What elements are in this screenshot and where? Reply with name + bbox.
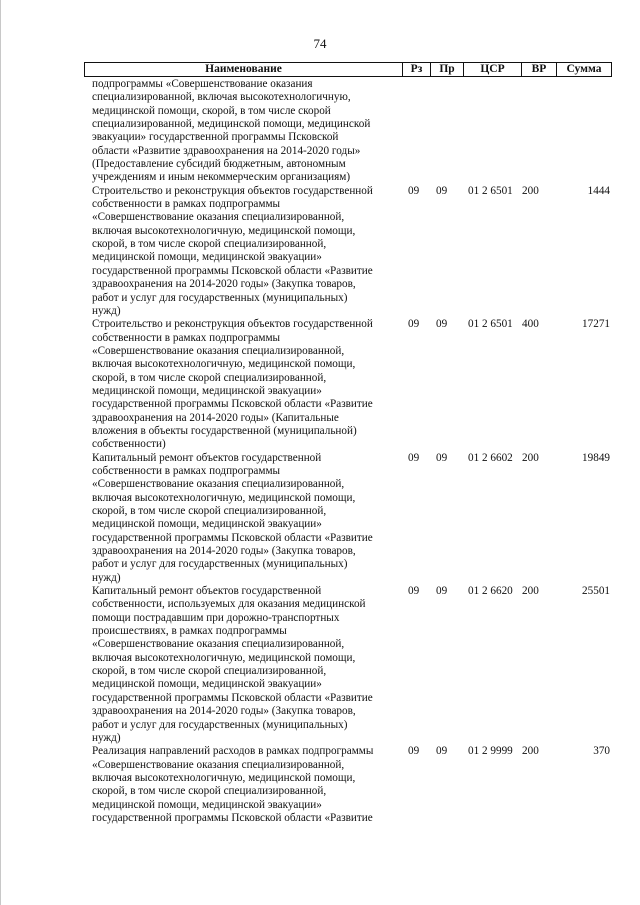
row-name — [92, 452, 396, 585]
table-body — [92, 78, 620, 825]
row-csr — [456, 78, 514, 185]
page-number: 74 — [313, 36, 327, 51]
header-vr: ВР — [522, 63, 557, 76]
row-sum: 1444 — [587, 184, 610, 197]
row-name-line: скорой, в том числе скорой специализированной, — [92, 371, 327, 384]
row-name-line: медицинской помощи, медицинской эвакуации» — [92, 798, 322, 811]
row-name-line: включая высокотехнологичную, медицинской помощи, — [92, 224, 356, 237]
row-sum: 19849 — [582, 451, 610, 464]
row-name-line: области «Развитие здравоохранения на 2014-2020 годы» — [92, 144, 361, 157]
row-name-line: скорой, в том числе скорой специализированной, — [92, 785, 327, 798]
row-name-line: медицинской помощи, скорой, в том числе скорой — [92, 104, 331, 117]
row-name — [92, 585, 396, 745]
header-pr: Пр — [431, 63, 464, 76]
page-edge-rule — [0, 0, 1, 905]
row-sum: 25501 — [582, 585, 610, 598]
row-name-line: нужд) — [92, 571, 121, 584]
row-vr: 200 — [522, 745, 539, 758]
row-name-line: включая высокотехнологичную, медицинской помощи, — [92, 651, 356, 664]
row-name-line: «Совершенствование оказания специализированной, — [92, 344, 345, 357]
row-name-line: включая высокотехнологичную, медицинской помощи, — [92, 771, 356, 784]
row-name-line: «Совершенствование оказания специализированной, — [92, 638, 345, 651]
header-name: Наименование — [85, 63, 403, 76]
row-rz — [396, 78, 422, 185]
row-name-line: работ и услуг для государственных (муниципальных) — [92, 558, 348, 571]
row-name-line: медицинской помощи, медицинской эвакуации» — [92, 384, 322, 397]
row-name-line: вложения в объекты государственной (муниципальной) — [92, 424, 357, 437]
row-name-line: подпрограммы «Совершенствование оказания — [92, 78, 313, 90]
row-pr: 09 — [436, 451, 448, 464]
row-name-line: «Совершенствование оказания специализированной, — [92, 758, 345, 771]
row-rz: 09 — [408, 451, 420, 464]
row-name-line: собственности в рамках подпрограммы — [92, 331, 281, 344]
row-name-line: включая высокотехнологичную, медицинской помощи, — [92, 491, 356, 504]
row-name-line: государственной программы Псковской области «Развитие — [92, 811, 373, 824]
row-csr: 01 2 6501 — [468, 318, 513, 331]
row-name-line: Строительство и реконструкция объектов государственной — [92, 318, 373, 331]
row-name-line: скорой, в том числе скорой специализированной, — [92, 505, 327, 517]
row-name-line: Капитальный ремонт объектов государственной — [92, 585, 322, 598]
row-name-line: нужд) — [92, 731, 121, 744]
row-rz: 09 — [408, 585, 420, 598]
row-pr: 09 — [436, 745, 448, 758]
row-name-line: работ и услуг для государственных (муниципальных) — [92, 291, 348, 304]
table-row — [92, 745, 620, 825]
row-name-line: скорой, в том числе скорой специализированной, — [92, 238, 327, 251]
row-vr: 200 — [522, 585, 539, 598]
row-pr: 09 — [436, 318, 448, 331]
row-csr: 01 2 6620 — [468, 585, 513, 598]
row-name-line: учреждениям и иным некоммерческим организациям) — [92, 171, 351, 184]
row-name-line: государственной программы Псковской области «Развитие — [92, 264, 373, 277]
table-row — [92, 78, 620, 185]
row-name — [92, 185, 396, 318]
row-name-line: Строительство и реконструкция объектов государственной — [92, 184, 373, 197]
header-sum: Сумма — [566, 63, 602, 75]
row-name-line: происшествиях, в рамках подпрограммы — [92, 625, 287, 638]
row-csr: 01 2 6602 — [468, 451, 513, 464]
row-name-line: здравоохранения на 2014-2020 годы» (Закупка товаров, — [92, 545, 356, 558]
row-name-line: специализированной, включая высокотехнологичную, — [92, 91, 351, 104]
row-vr — [514, 78, 556, 185]
row-sum: 370 — [593, 745, 610, 758]
row-name-line: государственной программы Псковской области «Развитие — [92, 398, 373, 411]
row-rz: 09 — [408, 318, 420, 331]
row-pr — [422, 78, 456, 185]
row-name-line: медицинской помощи, медицинской эвакуации» — [92, 678, 322, 691]
row-name-line: работ и услуг для государственных (муниципальных) — [92, 718, 348, 731]
row-name-line: собственности в рамках подпрограммы — [92, 198, 281, 211]
row-name-line: «Совершенствование оказания специализированной, — [92, 211, 345, 224]
row-name-line: собственности) — [92, 438, 166, 451]
row-csr: 01 2 6501 — [468, 184, 513, 197]
row-name-line: собственности в рамках подпрограммы — [92, 464, 281, 477]
row-pr: 09 — [436, 585, 448, 598]
row-name — [92, 78, 396, 185]
row-name-line: собственности, используемых для оказания медицинской — [92, 598, 366, 611]
row-pr: 09 — [436, 184, 448, 197]
row-name-line: специализированной, медицинской помощи, медицинской — [92, 118, 371, 131]
row-name-line: «Совершенствование оказания специализированной, — [92, 478, 345, 491]
header-rz: Рз — [403, 63, 431, 76]
row-name-line: здравоохранения на 2014-2020 годы» (Капитальные — [92, 411, 339, 424]
header-csr: ЦСР — [464, 63, 522, 76]
row-vr: 200 — [522, 451, 539, 464]
row-vr: 400 — [522, 318, 539, 331]
row-rz: 09 — [408, 745, 420, 758]
row-csr: 01 2 9999 — [468, 745, 513, 758]
row-name-line: медицинской помощи, медицинской эвакуации» — [92, 518, 322, 531]
row-name-line: Реализация направлений расходов в рамках подпрограммы — [92, 745, 374, 758]
row-name-line: государственной программы Псковской области «Развитие — [92, 531, 373, 544]
row-name — [92, 318, 396, 451]
table-row — [92, 585, 620, 745]
row-vr: 200 — [522, 184, 539, 197]
row-sum — [556, 78, 610, 185]
row-name-line: включая высокотехнологичную, медицинской помощи, — [92, 358, 356, 371]
row-name — [92, 745, 396, 825]
row-name-line: государственной программы Псковской области «Развитие — [92, 691, 373, 704]
row-name-line: Капитальный ремонт объектов государственной — [92, 451, 322, 464]
table-row — [92, 318, 620, 451]
row-name-line: нужд) — [92, 304, 121, 317]
row-name-line: (Предоставление субсидий бюджетным, автономным — [92, 158, 346, 171]
row-name-line: здравоохранения на 2014-2020 годы» (Закупка товаров, — [92, 278, 356, 291]
table-header — [84, 62, 612, 77]
table-row — [92, 452, 620, 585]
row-name-line: скорой, в том числе скорой специализированной, — [92, 665, 327, 678]
table-row — [92, 185, 620, 318]
row-name-line: медицинской помощи, медицинской эвакуации» — [92, 251, 322, 264]
row-sum: 17271 — [582, 318, 610, 331]
row-rz: 09 — [408, 184, 420, 197]
row-name-line: здравоохранения на 2014-2020 годы» (Закупка товаров, — [92, 705, 356, 718]
row-name-line: эвакуации» государственной программы Псковской — [92, 131, 339, 144]
row-name-line: помощи пострадавшим при дорожно-транспортных — [92, 611, 340, 624]
